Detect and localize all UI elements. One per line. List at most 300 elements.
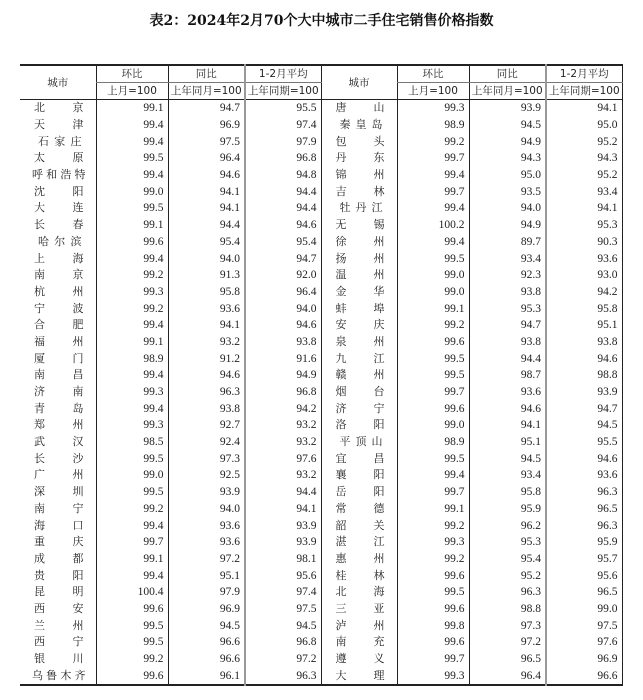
avg-value: 97.5: [245, 601, 321, 618]
avg-value: 96.3: [245, 667, 321, 685]
yoy-value: 98.7: [469, 367, 546, 384]
table-row: [20, 417, 622, 434]
city-name: 牡丹江: [321, 200, 397, 217]
yoy-value: 95.8: [469, 484, 546, 501]
mom-value: 100.4: [96, 584, 168, 601]
avg-value: 94.6: [245, 217, 321, 234]
city-name: 金华: [321, 284, 397, 301]
yoy-value: 93.6: [168, 534, 245, 551]
avg-value: 94.7: [546, 400, 622, 417]
yoy-value: 95.1: [168, 567, 245, 584]
city-name: 北京: [34, 101, 84, 115]
table-row: [20, 450, 622, 467]
yoy-value: 94.1: [168, 200, 245, 217]
city-name: 成都: [34, 551, 84, 565]
city-name: 乌鲁木齐: [32, 668, 86, 682]
mom-value: 99.4: [96, 133, 168, 150]
header-yoy-base-2: 上年同月=100: [469, 83, 546, 100]
header-yoy-base: 上年同月=100: [168, 83, 245, 100]
mom-value: 99.6: [397, 400, 469, 417]
yoy-value: 94.0: [168, 250, 245, 267]
city-name: 大理: [321, 667, 397, 685]
city-name: 南京: [34, 268, 84, 282]
table-row: [20, 434, 622, 451]
header-mom: 环比: [96, 65, 168, 83]
header-city-2: 城市: [321, 65, 397, 100]
mom-value: 99.3: [96, 417, 168, 434]
city-name: 南充: [321, 634, 397, 651]
mom-value: 99.2: [96, 501, 168, 518]
yoy-value: 93.6: [168, 300, 245, 317]
mom-value: 98.9: [397, 434, 469, 451]
avg-value: 93.6: [546, 467, 622, 484]
avg-value: 95.7: [546, 551, 622, 568]
city-name: 西安: [34, 601, 84, 615]
yoy-value: 96.6: [168, 634, 245, 651]
avg-value: 96.8: [245, 150, 321, 167]
avg-value: 95.2: [546, 133, 622, 150]
avg-value: 99.0: [546, 601, 622, 618]
yoy-value: 96.4: [469, 667, 546, 685]
mom-value: 99.7: [96, 534, 168, 551]
city-name: 遵义: [321, 651, 397, 668]
mom-value: 99.1: [96, 100, 168, 117]
avg-value: 95.6: [245, 567, 321, 584]
city-name: 宁波: [34, 301, 84, 315]
yoy-value: 94.4: [469, 350, 546, 367]
mom-value: 99.2: [397, 551, 469, 568]
city-name: 青岛: [34, 401, 84, 415]
header-yoy-2: 同比: [469, 65, 546, 83]
avg-value: 91.6: [245, 350, 321, 367]
city-name: 泸州: [321, 617, 397, 634]
avg-value: 98.1: [245, 551, 321, 568]
yoy-value: 94.5: [168, 617, 245, 634]
city-name: 上海: [34, 251, 84, 265]
header-avg-2: 1-2月平均: [546, 65, 622, 83]
yoy-value: 98.8: [469, 601, 546, 618]
yoy-value: 94.3: [469, 150, 546, 167]
avg-value: 97.9: [245, 133, 321, 150]
mom-value: 99.7: [397, 384, 469, 401]
avg-value: 93.9: [546, 384, 622, 401]
city-name: 呼和浩特: [32, 168, 86, 182]
table-row: [20, 617, 622, 634]
mom-value: 99.0: [96, 467, 168, 484]
city-name: 重庆: [34, 535, 84, 549]
city-name: 烟台: [321, 384, 397, 401]
mom-value: 99.6: [397, 334, 469, 351]
city-name: 南昌: [34, 368, 84, 382]
table-row: [20, 400, 622, 417]
yoy-value: 95.4: [168, 234, 245, 251]
city-name: 昆明: [34, 585, 84, 599]
mom-value: 99.3: [397, 534, 469, 551]
mom-value: 99.5: [96, 150, 168, 167]
mom-value: 98.5: [96, 434, 168, 451]
table-row: [20, 250, 622, 267]
yoy-value: 89.7: [469, 234, 546, 251]
city-name: 湛江: [321, 534, 397, 551]
table-row: [20, 234, 622, 251]
table-row: [20, 150, 622, 167]
city-name: 徐州: [321, 234, 397, 251]
city-name: 石家庄: [38, 134, 82, 148]
table-row: [20, 651, 622, 668]
yoy-value: 94.5: [469, 450, 546, 467]
table-row: [20, 133, 622, 150]
city-name: 平顶山: [321, 434, 397, 451]
city-name: 九江: [321, 350, 397, 367]
city-name: 扬州: [321, 250, 397, 267]
yoy-value: 97.3: [168, 450, 245, 467]
avg-value: 94.7: [245, 250, 321, 267]
yoy-value: 93.9: [168, 484, 245, 501]
header-yoy: 同比: [168, 65, 245, 83]
mom-value: 99.5: [96, 450, 168, 467]
city-name: 洛阳: [321, 417, 397, 434]
avg-value: 97.4: [245, 117, 321, 134]
yoy-value: 97.3: [469, 617, 546, 634]
city-name: 深圳: [34, 485, 84, 499]
city-name: 天津: [34, 118, 84, 132]
mom-value: 99.6: [397, 634, 469, 651]
avg-value: 96.3: [546, 517, 622, 534]
avg-value: 97.6: [546, 634, 622, 651]
avg-value: 95.8: [546, 300, 622, 317]
avg-value: 94.1: [546, 200, 622, 217]
avg-value: 93.2: [245, 434, 321, 451]
mom-value: 99.4: [96, 367, 168, 384]
table-row: [20, 584, 622, 601]
header-mom-2: 环比: [397, 65, 469, 83]
mom-value: 99.2: [96, 651, 168, 668]
yoy-value: 94.6: [168, 167, 245, 184]
header-mom-base-2: 上月=100: [397, 83, 469, 100]
avg-value: 92.0: [245, 267, 321, 284]
city-name: 海口: [34, 518, 84, 532]
table-row: [20, 350, 622, 367]
yoy-value: 96.9: [168, 117, 245, 134]
avg-value: 94.1: [546, 100, 622, 117]
city-name: 泉州: [321, 334, 397, 351]
mom-value: 99.6: [96, 234, 168, 251]
city-name: 哈尔滨: [38, 234, 82, 248]
yoy-value: 94.1: [469, 417, 546, 434]
avg-value: 97.2: [245, 651, 321, 668]
yoy-value: 94.1: [168, 183, 245, 200]
mom-value: 99.7: [397, 651, 469, 668]
yoy-value: 94.9: [469, 217, 546, 234]
mom-value: 99.3: [397, 667, 469, 685]
yoy-value: 96.3: [168, 384, 245, 401]
header-city: 城市: [20, 65, 96, 100]
yoy-value: 96.9: [168, 601, 245, 618]
avg-value: 94.0: [245, 300, 321, 317]
mom-value: 98.9: [96, 350, 168, 367]
mom-value: 99.1: [96, 551, 168, 568]
table-row: [20, 284, 622, 301]
avg-value: 94.6: [546, 350, 622, 367]
mom-value: 99.1: [96, 334, 168, 351]
yoy-value: 94.6: [469, 400, 546, 417]
city-name: 包头: [321, 133, 397, 150]
avg-value: 93.9: [245, 534, 321, 551]
yoy-value: 93.6: [168, 517, 245, 534]
city-name: 唐山: [321, 100, 397, 117]
avg-value: 94.2: [546, 284, 622, 301]
table-row: [20, 467, 622, 484]
yoy-value: 92.3: [469, 267, 546, 284]
mom-value: 99.4: [96, 167, 168, 184]
avg-value: 94.5: [546, 417, 622, 434]
table-row: [20, 300, 622, 317]
avg-value: 95.4: [245, 234, 321, 251]
header-mom-base: 上月=100: [96, 83, 168, 100]
mom-value: 99.2: [96, 267, 168, 284]
mom-value: 99.4: [96, 250, 168, 267]
yoy-value: 97.2: [168, 551, 245, 568]
mom-value: 99.1: [397, 300, 469, 317]
mom-value: 99.5: [397, 250, 469, 267]
avg-value: 93.8: [245, 334, 321, 351]
table-row: [20, 384, 622, 401]
table-row: [20, 484, 622, 501]
mom-value: 99.1: [96, 217, 168, 234]
avg-value: 96.9: [546, 651, 622, 668]
mom-value: 99.3: [96, 284, 168, 301]
yoy-value: 93.8: [168, 400, 245, 417]
avg-value: 94.6: [245, 317, 321, 334]
avg-value: 95.2: [546, 167, 622, 184]
mom-value: 99.5: [397, 350, 469, 367]
yoy-value: 95.3: [469, 534, 546, 551]
yoy-value: 93.4: [469, 467, 546, 484]
city-name: 福州: [34, 334, 84, 348]
city-name: 广州: [34, 468, 84, 482]
yoy-value: 92.5: [168, 467, 245, 484]
mom-value: 99.7: [397, 484, 469, 501]
mom-value: 99.6: [96, 601, 168, 618]
avg-value: 95.5: [546, 434, 622, 451]
yoy-value: 93.8: [469, 284, 546, 301]
table-row: [20, 501, 622, 518]
table-row: [20, 667, 622, 685]
yoy-value: 95.0: [469, 167, 546, 184]
avg-value: 97.4: [245, 584, 321, 601]
yoy-value: 96.3: [469, 584, 546, 601]
yoy-value: 94.7: [469, 317, 546, 334]
table-row: [20, 334, 622, 351]
table-row: [20, 183, 622, 200]
city-name: 秦皇岛: [321, 117, 397, 134]
mom-value: 99.2: [397, 317, 469, 334]
city-name: 合肥: [34, 318, 84, 332]
city-name: 济南: [34, 385, 84, 399]
yoy-value: 96.2: [469, 517, 546, 534]
mom-value: 99.5: [397, 584, 469, 601]
city-name: 丹东: [321, 150, 397, 167]
mom-value: 99.4: [96, 400, 168, 417]
city-name: 安庆: [321, 317, 397, 334]
city-name: 岳阳: [321, 484, 397, 501]
city-name: 南宁: [34, 501, 84, 515]
mom-value: 99.5: [96, 484, 168, 501]
table-row: [20, 200, 622, 217]
avg-value: 94.4: [245, 183, 321, 200]
city-name: 北海: [321, 584, 397, 601]
avg-value: 96.3: [546, 484, 622, 501]
avg-value: 98.8: [546, 367, 622, 384]
avg-value: 93.9: [245, 517, 321, 534]
avg-value: 95.9: [546, 534, 622, 551]
table-row: [20, 367, 622, 384]
avg-value: 93.2: [245, 467, 321, 484]
city-name: 桂林: [321, 567, 397, 584]
mom-value: 99.4: [96, 517, 168, 534]
avg-value: 94.1: [245, 501, 321, 518]
city-name: 杭州: [34, 284, 84, 298]
mom-value: 99.4: [96, 567, 168, 584]
avg-value: 96.8: [245, 384, 321, 401]
avg-value: 94.3: [546, 150, 622, 167]
table-row: [20, 567, 622, 584]
mom-value: 99.5: [397, 367, 469, 384]
city-name: 蚌埠: [321, 300, 397, 317]
mom-value: 99.0: [96, 183, 168, 200]
city-name: 三亚: [321, 601, 397, 618]
yoy-value: 95.4: [469, 551, 546, 568]
city-name: 太原: [34, 151, 84, 165]
mom-value: 98.9: [397, 117, 469, 134]
yoy-value: 96.4: [168, 150, 245, 167]
yoy-value: 94.7: [168, 100, 245, 117]
yoy-value: 94.0: [469, 200, 546, 217]
mom-value: 99.2: [397, 517, 469, 534]
yoy-value: 93.8: [469, 334, 546, 351]
city-name: 韶关: [321, 517, 397, 534]
city-name: 郑州: [34, 418, 84, 432]
table-row: [20, 167, 622, 184]
mom-value: 99.8: [397, 617, 469, 634]
city-name: 长春: [34, 218, 84, 232]
avg-value: 94.4: [245, 200, 321, 217]
city-name: 无锡: [321, 217, 397, 234]
mom-value: 99.5: [96, 200, 168, 217]
table-row: [20, 317, 622, 334]
avg-value: 90.3: [546, 234, 622, 251]
mom-value: 99.2: [397, 133, 469, 150]
city-name: 宜昌: [321, 450, 397, 467]
table-row: [20, 551, 622, 568]
table-row: [20, 634, 622, 651]
city-name: 惠州: [321, 551, 397, 568]
city-name: 贵阳: [34, 568, 84, 582]
yoy-value: 94.9: [469, 133, 546, 150]
mom-value: 99.6: [96, 667, 168, 685]
city-name: 赣州: [321, 367, 397, 384]
mom-value: 99.0: [397, 417, 469, 434]
table-row: [20, 217, 622, 234]
city-name: 济宁: [321, 400, 397, 417]
yoy-value: 97.5: [168, 133, 245, 150]
avg-value: 95.5: [245, 100, 321, 117]
yoy-value: 92.7: [168, 417, 245, 434]
mom-value: 100.2: [397, 217, 469, 234]
yoy-value: 95.2: [469, 567, 546, 584]
table-row: [20, 517, 622, 534]
mom-value: 99.7: [397, 150, 469, 167]
city-name: 常德: [321, 501, 397, 518]
table-row: [20, 267, 622, 284]
city-name: 沈阳: [34, 184, 84, 198]
yoy-value: 94.5: [469, 117, 546, 134]
avg-value: 94.2: [245, 400, 321, 417]
mom-value: 99.6: [397, 601, 469, 618]
mom-value: 99.4: [397, 467, 469, 484]
header-avg-base-2: 上年同期=100: [546, 83, 622, 100]
avg-value: 95.0: [546, 117, 622, 134]
avg-value: 94.5: [245, 617, 321, 634]
city-name: 吉林: [321, 183, 397, 200]
header-avg-base: 上年同期=100: [245, 83, 321, 100]
yoy-value: 93.6: [469, 384, 546, 401]
yoy-value: 93.2: [168, 334, 245, 351]
yoy-value: 95.1: [469, 434, 546, 451]
mom-value: 99.2: [96, 300, 168, 317]
avg-value: 94.9: [245, 367, 321, 384]
avg-value: 93.8: [546, 334, 622, 351]
city-name: 厦门: [34, 351, 84, 365]
avg-value: 94.6: [546, 450, 622, 467]
yoy-value: 96.1: [168, 667, 245, 685]
city-name: 襄阳: [321, 467, 397, 484]
mom-value: 99.5: [96, 617, 168, 634]
avg-value: 94.8: [245, 167, 321, 184]
mom-value: 99.0: [397, 267, 469, 284]
yoy-value: 93.5: [469, 183, 546, 200]
yoy-value: 94.4: [168, 217, 245, 234]
mom-value: 99.4: [397, 234, 469, 251]
avg-value: 96.5: [546, 501, 622, 518]
yoy-value: 93.9: [469, 100, 546, 117]
table-row: [20, 601, 622, 618]
avg-value: 96.5: [546, 584, 622, 601]
yoy-value: 96.5: [469, 651, 546, 668]
table-row: [20, 534, 622, 551]
mom-value: 99.6: [397, 567, 469, 584]
header-avg: 1-2月平均: [245, 65, 321, 83]
yoy-value: 93.4: [469, 250, 546, 267]
city-name: 武汉: [34, 435, 84, 449]
yoy-value: 97.9: [168, 584, 245, 601]
city-name: 大连: [34, 201, 84, 215]
table-title: 表2：2024年2月70个大中城市二手住宅销售价格指数: [149, 13, 494, 29]
city-name: 长沙: [34, 451, 84, 465]
avg-value: 93.0: [546, 267, 622, 284]
avg-value: 94.4: [245, 484, 321, 501]
yoy-value: 96.6: [168, 651, 245, 668]
avg-value: 95.3: [546, 217, 622, 234]
mom-value: 99.4: [96, 117, 168, 134]
yoy-value: 95.3: [469, 300, 546, 317]
city-name: 锦州: [321, 167, 397, 184]
table-row: [20, 117, 622, 134]
avg-value: 96.4: [245, 284, 321, 301]
avg-value: 93.2: [245, 417, 321, 434]
yoy-value: 95.8: [168, 284, 245, 301]
avg-value: 96.8: [245, 634, 321, 651]
